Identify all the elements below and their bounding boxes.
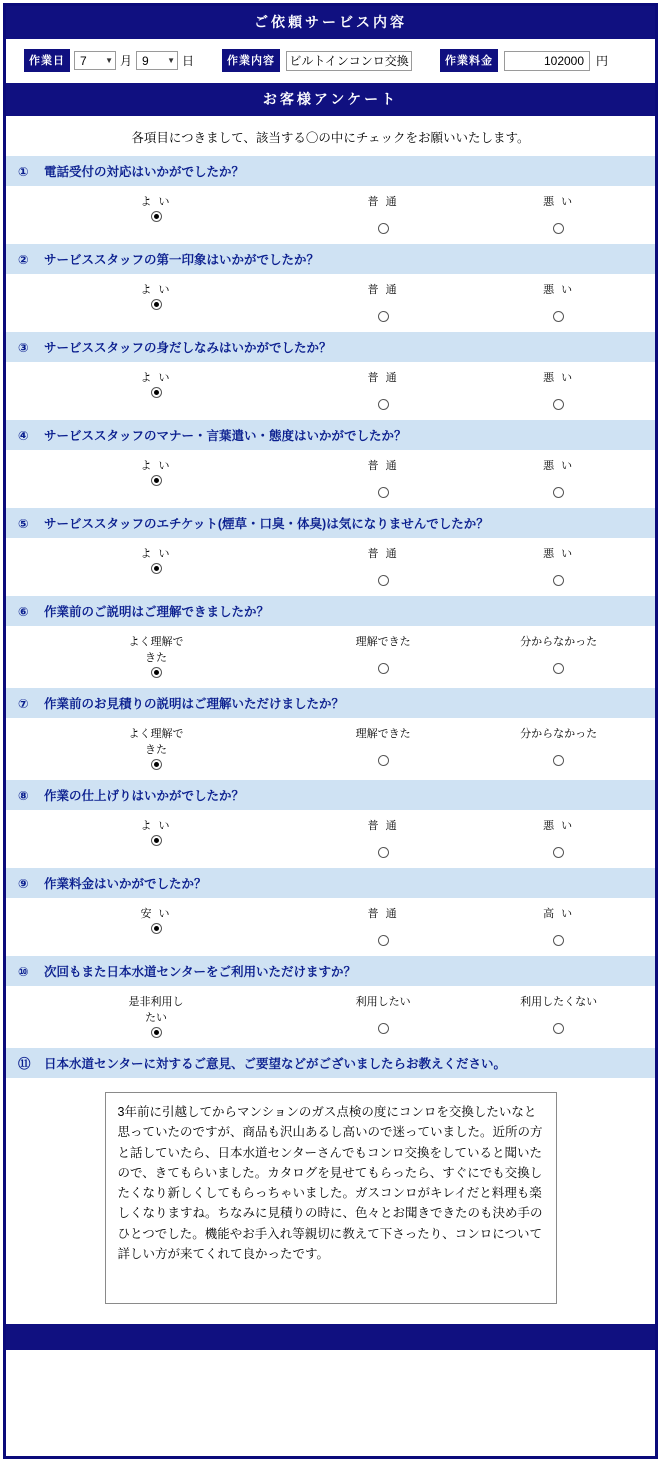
survey-form-frame [3,3,658,1459]
question-header-6 [6,596,655,626]
radio-button[interactable] [378,935,389,946]
option-6-1[interactable] [6,633,304,678]
survey-page [0,3,661,1465]
question-text: サービススタッフの第一印象はいかがでしたか？ [44,253,320,267]
chevron-down-icon: ▼ [167,56,176,65]
radio-button[interactable] [151,759,162,770]
question-header-3 [6,332,655,362]
option-label: よ い [140,548,172,560]
option-label: 普 通 [367,548,399,560]
question-options-6 [6,626,655,688]
question-text: 作業前のご説明はご理解できましたか？ [44,605,270,619]
radio-button[interactable] [553,575,564,586]
day-unit-label: 日 [182,54,195,68]
option-label: よ い [140,372,172,384]
month-select[interactable] [74,51,116,70]
option-label: 悪 い [543,196,575,208]
option-2-3[interactable] [462,281,655,322]
option-10-3[interactable] [462,993,655,1038]
option-2-2[interactable] [304,281,462,322]
option-10-2[interactable] [304,993,462,1038]
question-number: ⑧ [18,788,29,803]
option-3-1[interactable] [6,369,304,410]
option-10-1[interactable] [6,993,304,1038]
month-unit-label: 月 [120,54,133,68]
option-label: 普 通 [367,196,399,208]
question-text: 作業前のお見積りの説明はご理解いただけましたか？ [44,697,345,711]
option-5-1[interactable] [6,545,304,586]
questions-container [6,156,655,1048]
free-comment-wrapper [6,1078,655,1322]
question-header-4 [6,420,655,450]
radio-button[interactable] [378,663,389,674]
question-options-3 [6,362,655,420]
radio-button[interactable] [151,667,162,678]
question-number: ⑪ [18,1057,31,1071]
option-label: 悪 い [543,372,575,384]
question-text: サービススタッフのエチケット(煙草・口臭・体臭)は気になりませんでしたか？ [44,517,489,531]
option-4-2[interactable] [304,457,462,498]
option-5-2[interactable] [304,545,462,586]
option-9-3[interactable] [462,905,655,946]
radio-button[interactable] [553,935,564,946]
survey-section-title: お客様アンケート [6,83,655,116]
question-text: サービススタッフのマナー・言葉遣い・態度はいかがでしたか？ [44,429,407,443]
radio-button[interactable] [553,399,564,410]
option-8-3[interactable] [462,817,655,858]
option-label: 悪 い [543,820,575,832]
radio-button[interactable] [151,299,162,310]
question-header-1 [6,156,655,186]
radio-button[interactable] [553,487,564,498]
option-label: 理解できた [355,728,411,740]
option-label: 普 通 [367,460,399,472]
work-date-label: 作業日 [24,49,70,72]
radio-button[interactable] [553,223,564,234]
option-label: よ い [140,820,172,832]
radio-button[interactable] [151,475,162,486]
option-label: 利用したくない [520,996,598,1008]
option-4-3[interactable] [462,457,655,498]
question-header-8 [6,780,655,810]
question-header-2 [6,244,655,274]
option-7-3[interactable] [462,725,655,770]
question-number: ⑥ [18,604,29,619]
radio-button[interactable] [378,399,389,410]
question-number: ⑤ [18,516,29,531]
option-3-2[interactable] [304,369,462,410]
question-header-7 [6,688,655,718]
question-header-5 [6,508,655,538]
radio-button[interactable] [378,755,389,766]
option-label: 悪 い [543,548,575,560]
question-text: 次回もまた日本水道センターをご利用いただけますか？ [44,965,357,979]
question-options-9 [6,898,655,956]
option-7-1[interactable] [6,725,304,770]
option-label: 悪 い [543,460,575,472]
option-6-3[interactable] [462,633,655,678]
work-fee-input[interactable]: 102000 [504,51,590,71]
option-2-1[interactable] [6,281,304,322]
question-options-10 [6,986,655,1048]
radio-button[interactable] [378,223,389,234]
work-content-label: 作業内容 [222,49,280,72]
option-label: よ い [140,284,172,296]
question-header-9 [6,868,655,898]
option-label: 高 い [543,908,575,920]
radio-button[interactable] [378,575,389,586]
radio-button[interactable] [378,487,389,498]
option-label: 是非利用したい [128,996,184,1024]
service-section-title: ご依頼サービス内容 [6,6,655,39]
option-label: よ い [140,460,172,472]
question-text: 日本水道センターに対するご意見、ご要望などがございましたらお教えください。 [44,1057,507,1071]
radio-button[interactable] [151,563,162,574]
question-number: ① [18,164,29,179]
option-label: よ い [140,196,172,208]
option-8-2[interactable] [304,817,462,858]
option-9-2[interactable] [304,905,462,946]
radio-button[interactable] [553,755,564,766]
chevron-down-icon: ▼ [105,56,113,65]
option-label: 理解できた [355,636,411,648]
option-1-3[interactable] [462,193,655,234]
option-1-1[interactable] [6,193,304,234]
question-options-5 [6,538,655,596]
radio-button[interactable] [151,387,162,398]
option-label: 利用したい [355,996,411,1008]
radio-button[interactable] [553,663,564,674]
day-select[interactable] [136,51,178,70]
option-label: 普 通 [367,908,399,920]
work-fee-label: 作業料金 [440,49,498,72]
question-text: 電話受付の対応はいかがでしたか？ [44,165,245,179]
option-label: 分からなかった [520,636,598,648]
question-text: 作業の仕上げりはいかがでしたか？ [44,789,245,803]
radio-button[interactable] [151,835,162,846]
option-1-2[interactable] [304,193,462,234]
radio-button[interactable] [378,847,389,858]
question-text: 作業料金はいかがでしたか？ [44,877,207,891]
option-label: よく理解できた [128,636,184,664]
option-7-2[interactable] [304,725,462,770]
question-number: ② [18,252,29,267]
question-options-4 [6,450,655,508]
question-number: ③ [18,340,29,355]
option-label: 普 通 [367,820,399,832]
footer-bar [6,1324,655,1350]
option-label: 分からなかった [520,728,598,740]
radio-button[interactable] [151,1027,162,1038]
option-9-1[interactable] [6,905,304,946]
day-value: 9 [142,53,149,68]
question-number: ⑩ [18,964,29,979]
question-options-2 [6,274,655,332]
month-value: 7 [80,53,87,68]
option-label: よく理解できた [128,728,184,756]
radio-button[interactable] [553,311,564,322]
question-number: ⑨ [18,876,29,891]
question-header-10 [6,956,655,986]
radio-button[interactable] [553,1023,564,1034]
work-content-input[interactable]: ビルトインコンロ交換 [286,51,412,71]
survey-instructions: 各項目につきまして、該当する〇の中にチェックをお願いいたします。 [131,131,530,145]
radio-button[interactable] [378,1023,389,1034]
fee-unit-label: 円 [596,54,609,68]
question-number: ④ [18,428,29,443]
option-3-3[interactable] [462,369,655,410]
radio-button[interactable] [151,211,162,222]
question-options-1 [6,186,655,244]
option-6-2[interactable] [304,633,462,678]
question-header-11 [6,1048,655,1078]
question-text: サービススタッフの身だしなみはいかがでしたか？ [44,341,332,355]
radio-button[interactable] [553,847,564,858]
question-options-8 [6,810,655,868]
option-label: 普 通 [367,372,399,384]
option-8-1[interactable] [6,817,304,858]
radio-button[interactable] [378,311,389,322]
radio-button[interactable] [151,923,162,934]
option-label: 普 通 [367,284,399,296]
option-4-1[interactable] [6,457,304,498]
option-label: 悪 い [543,284,575,296]
option-5-3[interactable] [462,545,655,586]
free-comment-textarea[interactable]: 3年前に引越してからマンションのガス点検の度にコンロを交換したいなと思っていたのですが、商品も沢山あるし高いので迷っていました。近所の方と話していたら、日本水道センターさんでもコンロ交換をしていると聞いたので、きてもらいました。カタログを見せてもらったら、すぐにでも交換したくなり新しくしてもらっちゃいました。ガスコンロがキレイだと料理も楽しくなりますね。ちなみに見積りの時に、色々とお聞きできたのも決め手のひとつでした。機能やお手入れ等親切に教えて下さったり、コンロについて詳しい方が来てくれて良かったです。 [105,1092,557,1304]
question-number: ⑦ [18,696,29,711]
question-options-7 [6,718,655,780]
service-info-row [6,39,655,83]
option-label: 安 い [140,908,172,920]
